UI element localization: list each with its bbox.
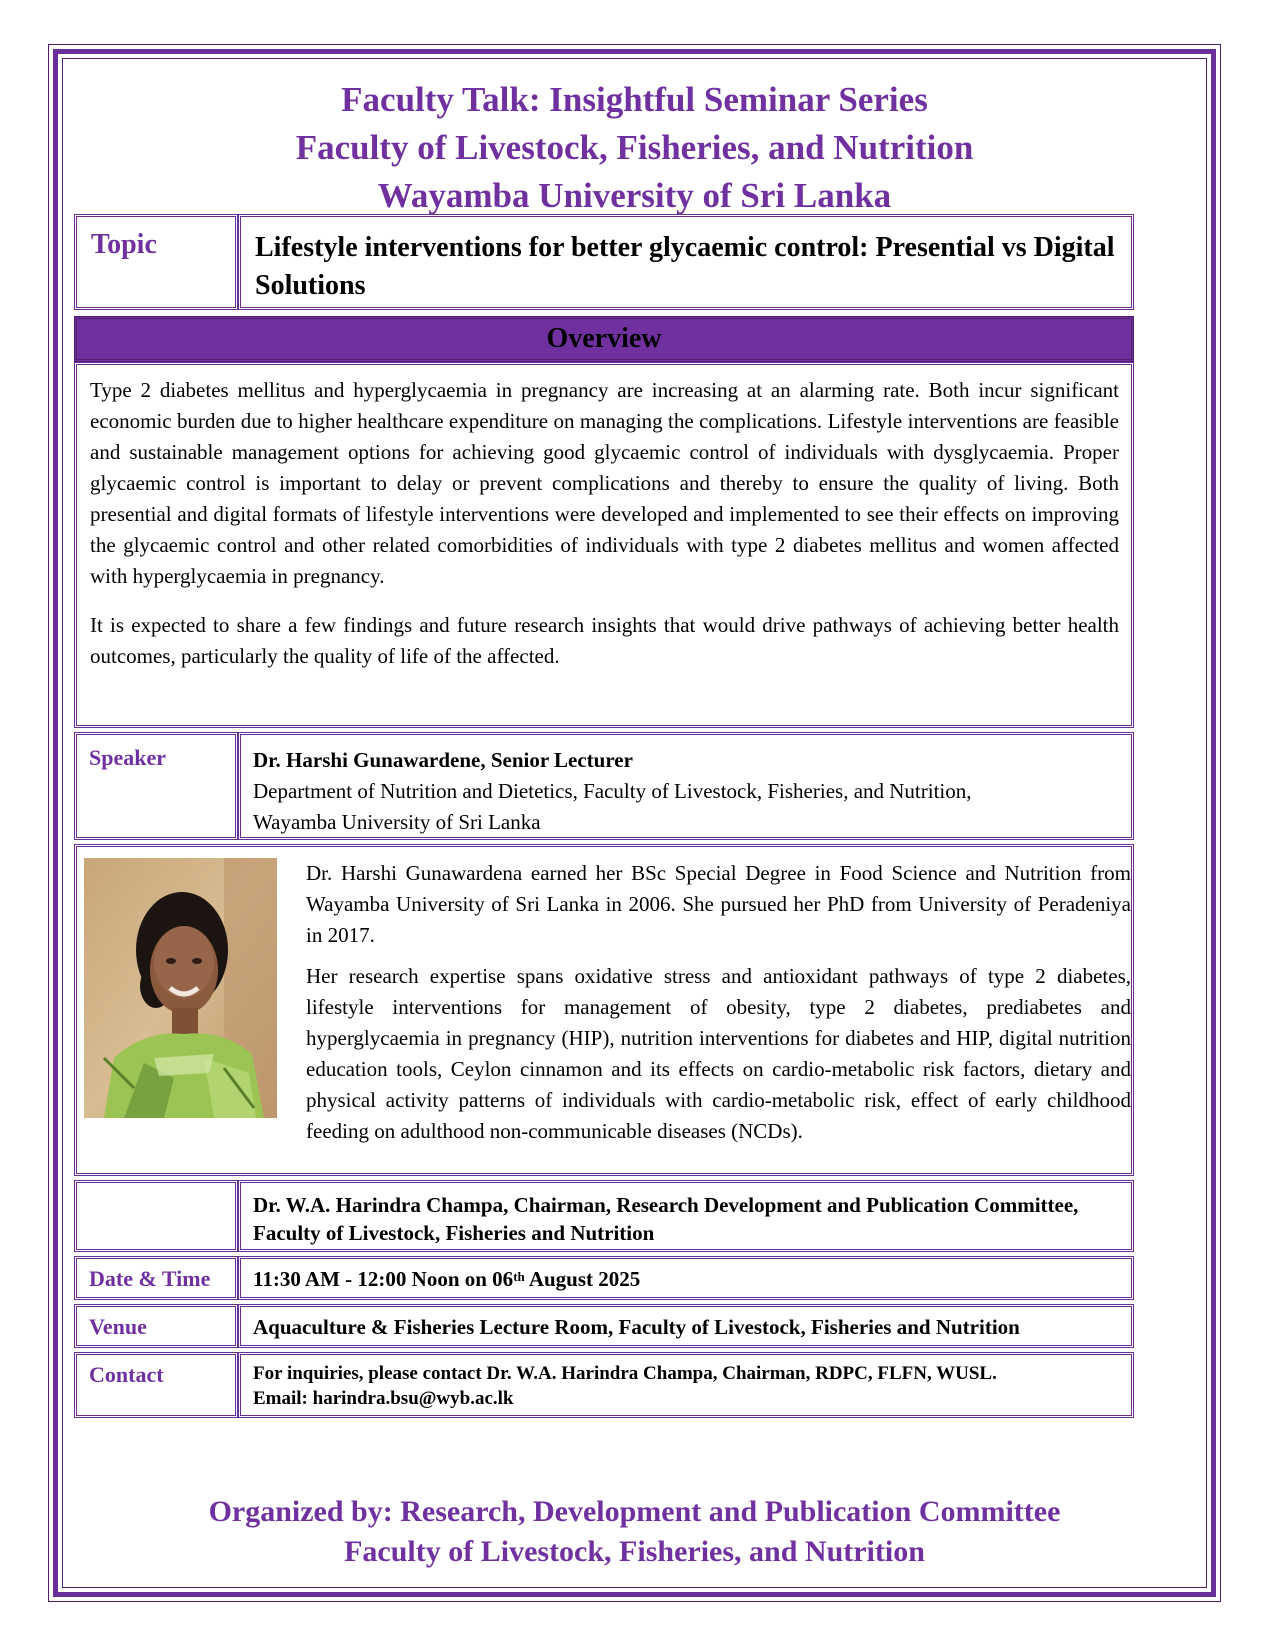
datetime-text-cell	[238, 1256, 1134, 1300]
contact-text	[241, 1355, 1131, 1411]
speaker-name: Dr. Harshi Gunawardene, Senior Lecturer	[253, 748, 633, 772]
speaker-text-cell	[238, 732, 1134, 840]
venue-text: Aquaculture & Fisheries Lecture Room, Faculty of Livestock, Fisheries and Nutrition	[253, 1315, 1020, 1339]
footer	[62, 1492, 1207, 1572]
speaker-affiliation-2: Wayamba University of Sri Lanka	[253, 810, 541, 834]
overview-text	[77, 365, 1131, 672]
speaker-photo	[84, 858, 277, 1118]
datetime-text	[241, 1259, 1131, 1293]
speaker-label: Speaker	[89, 745, 166, 770]
header-university: Wayamba University of Sri Lanka	[377, 176, 892, 215]
contact-inquiry: For inquiries, please contact Dr. W.A. Harindra Champa, Chairman, RDPC, FLFN, WUSL.	[253, 1363, 997, 1384]
contact-label-cell	[74, 1352, 238, 1418]
datetime-ordinal: th	[513, 1269, 525, 1284]
chair-text-cell	[238, 1180, 1134, 1252]
datetime-prefix: 11:30 AM - 12:00 Noon on 06	[253, 1267, 514, 1291]
header	[62, 76, 1207, 220]
chair-label-cell	[74, 1180, 238, 1252]
footer-organizer: Organized by: Research, Development and Publication Committee	[208, 1495, 1061, 1528]
topic-text: Lifestyle interventions for better glycaemic control: Presential vs Digital Solutions	[255, 232, 1115, 301]
speaker-portrait-image	[84, 858, 277, 1118]
speaker-label-cell	[74, 732, 238, 840]
overview-cell	[74, 362, 1134, 728]
speaker-bio-paragraph-1: Dr. Harshi Gunawardena earned her BSc Special Degree in Food Science and Nutrition from Wayamba University of Sri Lanka in 2006. She pursued her PhD from University of Peradeniya in 2017.	[306, 861, 1131, 947]
contact-label: Contact	[89, 1362, 164, 1387]
speaker-bio-paragraph-2: Her research expertise spans oxidative stress and antioxidant pathways of type 2 diabetes, lifestyle interventions for management of obesity, type 2 diabetes, prediabetes and hyperglycaemia in pregnancy (HIP), nutrition interventions for diabetes and HIP, digital nutrition education tools, Ceylon cinnamon and its effects on cardio-metabolic risk factors, dietary and physical activity patterns of individuals with cardio-metabolic risk, effect of early childhood feeding on adulthood non-communicable diseases (NCDs).	[306, 964, 1131, 1143]
overview-heading: Overview	[74, 316, 1134, 362]
venue-label: Venue	[89, 1314, 147, 1339]
footer-faculty: Faculty of Livestock, Fisheries, and Nutrition	[344, 1535, 925, 1568]
topic-text-cell	[238, 214, 1134, 310]
contact-email[interactable]: Email: harindra.bsu@wyb.ac.lk	[253, 1388, 514, 1409]
datetime-label-cell	[74, 1256, 238, 1300]
speaker-details	[241, 735, 1131, 838]
header-series-title: Faculty Talk: Insightful Seminar Series	[341, 80, 928, 119]
venue-label-cell	[74, 1304, 238, 1348]
overview-paragraph-1: Type 2 diabetes mellitus and hyperglycaemia in pregnancy are increasing at an alarming rate. Both incur significant economic burden due to higher healthcare expenditure on managing the complications. Lifestyle interventions are feasible and sustainable management options for achieving good glycaemic control of individuals with dysglycaemia. Proper glycaemic control is important to delay or prevent complications and thereby to ensure the quality of living. Both presential and digital formats of lifestyle interventions were developed and implemented to see their effects on improving the glycaemic control and other related comorbidities of individuals with type 2 diabetes mellitus and women affected with hyperglycaemia in pregnancy.	[90, 378, 1119, 588]
header-faculty: Faculty of Livestock, Fisheries, and Nutrition	[295, 128, 974, 167]
chair-label	[77, 1183, 235, 1193]
speaker-bio	[306, 858, 1131, 1157]
speaker-affiliation-1: Department of Nutrition and Dietetics, Faculty of Livestock, Fisheries, and Nutrition,	[253, 779, 972, 803]
contact-text-cell	[238, 1352, 1134, 1418]
topic-label-cell	[74, 214, 238, 310]
datetime-label: Date & Time	[89, 1266, 211, 1291]
overview-paragraph-2: It is expected to share a few findings and future research insights that would drive pathways of achieving better health outcomes, particularly the quality of life of the affected.	[90, 613, 1119, 668]
venue-text-cell	[238, 1304, 1134, 1348]
topic-label: Topic	[91, 229, 157, 260]
datetime-rest: August 2025	[524, 1267, 641, 1291]
chair-text: Dr. W.A. Harindra Champa, Chairman, Research Development and Publication Committee, Faculty of Livestock, Fisheries and Nutrition	[253, 1193, 1079, 1245]
